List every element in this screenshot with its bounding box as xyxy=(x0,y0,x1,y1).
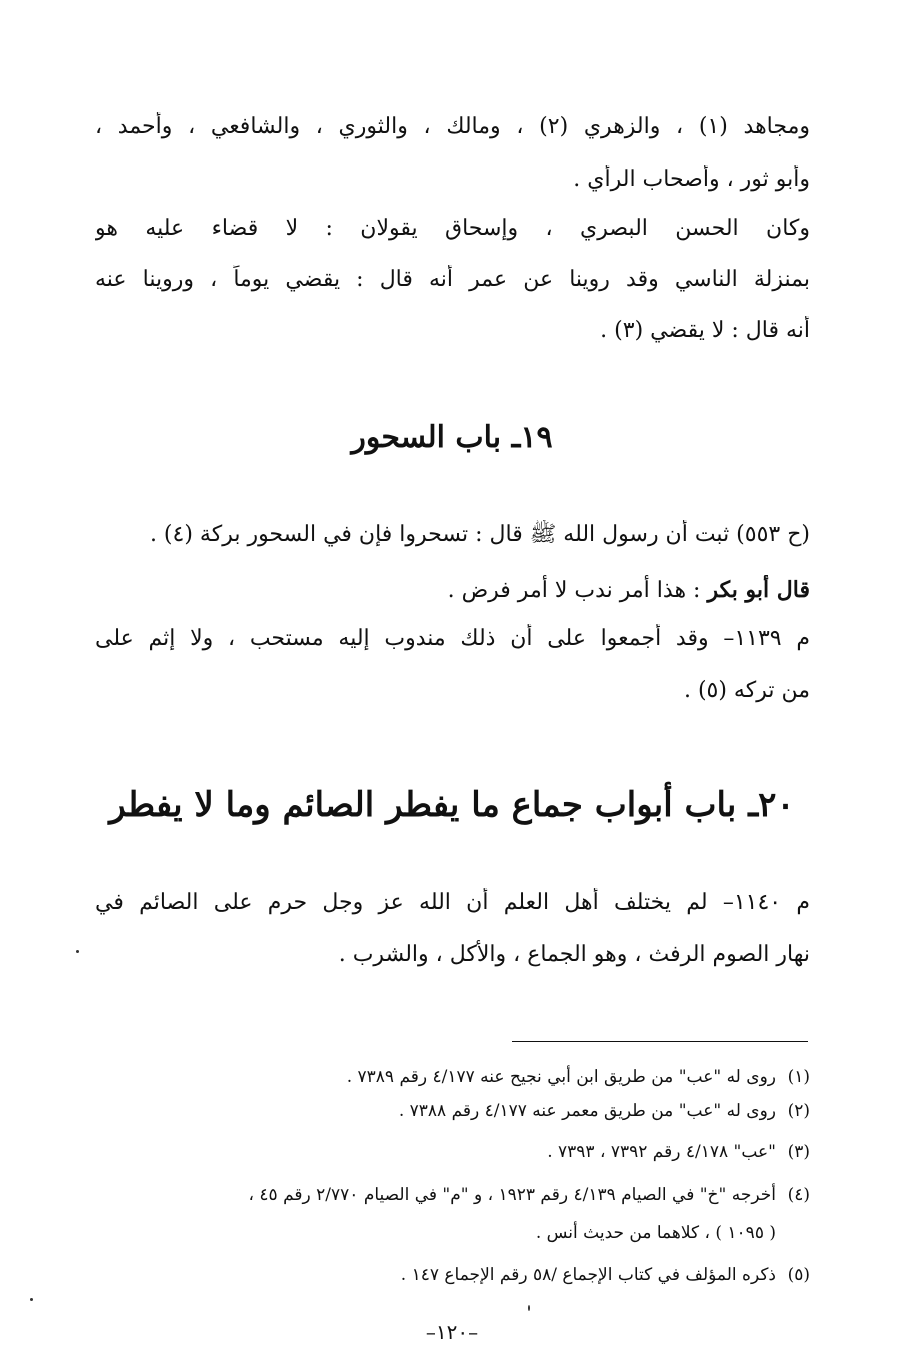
footnote xyxy=(95,1064,810,1090)
paragraph-line: أنه قال : لا يقضي (٣) . xyxy=(600,318,810,343)
scan-speck xyxy=(528,1305,530,1311)
footnote-text: ذكره المؤلف في كتاب الإجماع /٥٨ رقم الإجماع ١٤٧ . xyxy=(400,1265,776,1285)
abu-bakr-text: : هذا أمر ندب لا أمر فرض . xyxy=(447,578,708,603)
issue-line: م ١١٤٠– لم يختلف أهل العلم أن الله عز وجل حرم على الصائم في xyxy=(95,890,810,915)
paragraph-line: ومجاهد (١) ، والزهري (٢) ، ومالك ، والثوري ، والشافعي ، وأحمد ، xyxy=(95,114,810,139)
issue-line: من تركه (٥) . xyxy=(683,678,810,703)
section-heading-20: ٢٠ـ باب أبواب جماع ما يفطر الصائم وما لا يفطر xyxy=(109,785,795,825)
paragraph-line: بمنزلة الناسي وقد روينا عن عمر أنه قال : يقضي يوماً ، وروينا عنه xyxy=(95,267,810,292)
footnote-text: روى له "عب" من طريق معمر عنه ٤/١٧٧ رقم ٧٣٨٨ . xyxy=(398,1101,776,1121)
footnote xyxy=(95,1262,810,1288)
footnote xyxy=(95,1139,810,1165)
scan-speck xyxy=(30,1298,33,1301)
issue-line: نهار الصوم الرفث ، وهو الجماع ، والأكل ، والشرب . xyxy=(338,942,810,967)
footnote-text: روى له "عب" من طريق ابن أبي نجيح عنه ٤/١٧٧ رقم ٧٣٨٩ . xyxy=(346,1067,776,1087)
footnote-number: (٥) xyxy=(787,1265,810,1285)
page-number: –١٢٠– xyxy=(425,1320,479,1344)
abu-bakr-label: قال أبو بكر xyxy=(707,577,810,603)
scan-speck xyxy=(76,950,79,953)
paragraph-line: وأبو ثور ، وأصحاب الرأي . xyxy=(573,167,810,192)
paragraph-line: وكان الحسن البصري ، وإسحاق يقولان : لا قضاء عليه هو xyxy=(95,216,810,241)
footnote-text: أخرجه "خ" في الصيام ٤/١٣٩ رقم ١٩٢٣ ، و "م" في الصيام ٢/٧٧٠ رقم ٤٥ ، xyxy=(248,1185,776,1205)
footnote xyxy=(95,1182,810,1208)
footnote-text: "عب" ٤/١٧٨ رقم ٧٣٩٢ ، ٧٣٩٣ . xyxy=(547,1142,776,1162)
footnote-number: (٤) xyxy=(787,1185,810,1205)
section-heading-19: ١٩ـ باب السحور xyxy=(351,420,553,455)
footnote-number: (١) xyxy=(787,1067,810,1087)
commentary-line xyxy=(95,575,810,606)
footnote-separator xyxy=(512,1041,808,1042)
footnote-number: (٣) xyxy=(787,1142,810,1162)
footnote-number: (٢) xyxy=(787,1101,810,1121)
footnote xyxy=(95,1098,810,1124)
footnote-continuation: ( ١٠٩٥ ) ، كلاهما من حديث أنس . xyxy=(535,1223,776,1243)
issue-line: م ١١٣٩– وقد أجمعوا على أن ذلك مندوب إليه مستحب ، ولا إثم على xyxy=(95,626,810,651)
hadith-line: (ح ٥٥٣) ثبت أن رسول الله ﷺ قال : تسحروا فإن في السحور بركة (٤) . xyxy=(149,522,810,547)
